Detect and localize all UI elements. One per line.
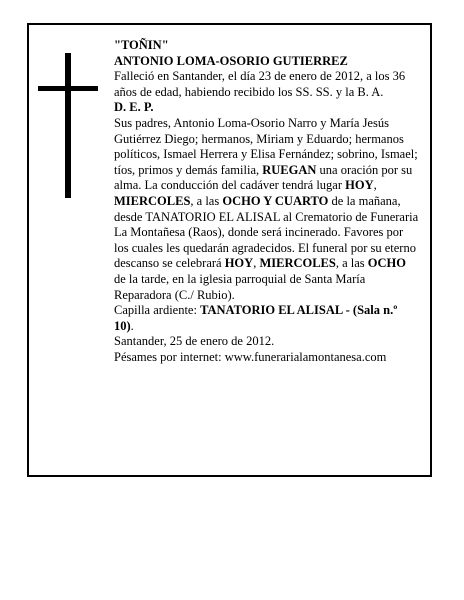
chapel-info bbox=[114, 303, 420, 334]
separator-text: , bbox=[373, 178, 377, 193]
funeral-weekday-text: MIERCOLES bbox=[259, 256, 336, 271]
online-condolences: Pésames por internet: www.funerarialamontanesa.com bbox=[114, 349, 387, 364]
hoy-text: HOY bbox=[345, 178, 374, 193]
procession-details-text: de la mañana, desde TANATORIO EL ALISAL al Crematorio de Funeraria La Montañesa (Raos), donde será incinerado. Favores por los cuales les quedarán agradecidos. El funeral por su eterno descanso se celebrará bbox=[114, 193, 419, 271]
cross-horizontal-bar bbox=[38, 86, 98, 91]
chapel-label: Capilla ardiente: bbox=[114, 303, 201, 318]
dep-heading: D. E. P. bbox=[114, 100, 154, 115]
deceased-nickname: "TOÑIN" bbox=[114, 38, 169, 52]
death-details: Falleció en Santander, el día 23 de enero de 2012, a los 36 años de edad, habiendo recibido los SS. SS. y la B. A. bbox=[114, 69, 406, 99]
ruegan-text: RUEGAN bbox=[262, 162, 317, 177]
miercoles-text: MIERCOLES bbox=[114, 193, 191, 208]
notice-date: Santander, 25 de enero de 2012. bbox=[114, 334, 275, 349]
time-prefix-text-2: , a las bbox=[335, 256, 368, 271]
funeral-mass-time: OCHO bbox=[367, 256, 406, 271]
obituary-text bbox=[114, 38, 420, 365]
latin-cross-icon bbox=[38, 53, 98, 198]
prayer-request-text: una oración por su alma. La conducción del cadáver tendrá lugar bbox=[114, 162, 413, 193]
chapel-end: . bbox=[130, 318, 134, 333]
funeral-day-text: HOY bbox=[224, 256, 254, 271]
cross-vertical-bar bbox=[65, 53, 71, 198]
family-announcement bbox=[114, 116, 420, 303]
funeral-mass-details: de la tarde, en la iglesia parroquial de Santa María Reparadora (C./ Rubio). bbox=[114, 271, 366, 302]
funeral-procession-time: OCHO Y CUARTO bbox=[222, 193, 329, 208]
time-prefix-text: , a las bbox=[190, 193, 223, 208]
chapel-location: TANATORIO EL ALISAL - (Sala n.º 10) bbox=[114, 303, 398, 333]
separator-text-2: , bbox=[253, 256, 260, 271]
deceased-full-name: ANTONIO LOMA-OSORIO GUTIERREZ bbox=[114, 53, 348, 68]
family-members-text: Sus padres, Antonio Loma-Osorio Narro y María Jesús Gutiérrez Diego; hermanos, Miriam y Eduardo; hermanos políticos, Ismael Herrera y Elisa Fernández; sobrino, Ismael; tíos, primos y demás familia, bbox=[114, 115, 418, 177]
